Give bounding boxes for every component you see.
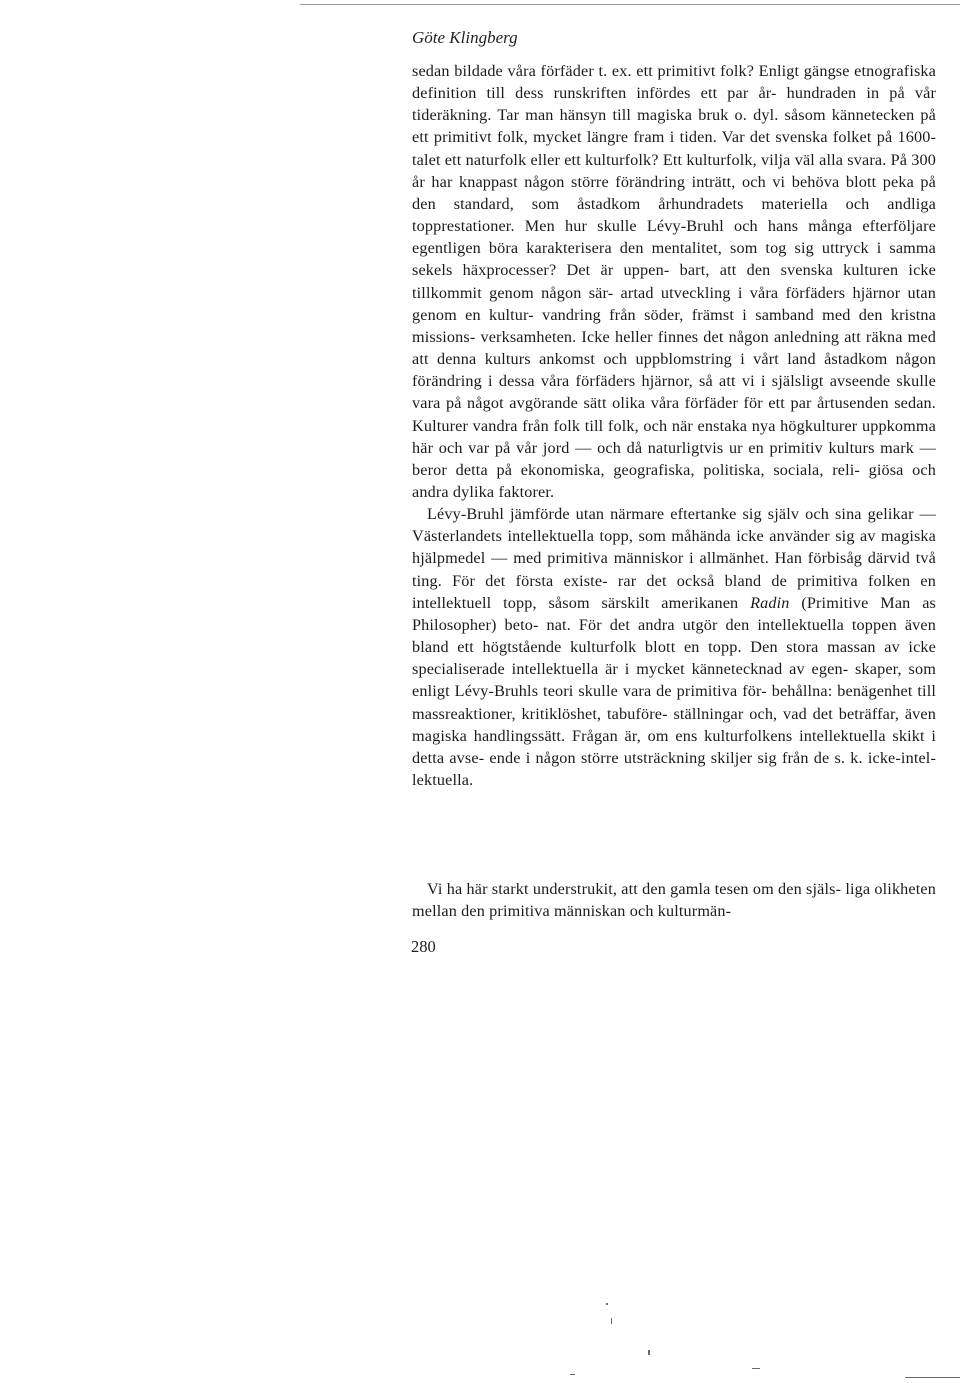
italic-name-radin: Radin xyxy=(750,593,790,612)
paragraph-2-part-b: (Primitive Man as Philosopher) beto- nat. För det andra utgör den intellektuella toppen även bland ett högtstående kulturfolk blott en topp. Den stora massan av icke specialiserade intellektuella är i mycket kännetecknad av egen- skaper, som enligt Lévy-Bruhls teori skulle vara de primitiva för- behållna: benägenhet till massreaktioner, kritiklöshet, tabuföre- ställningar och, vad det beträffar, även magiska handlingssätt. Frågan är, om ens kulturfolkens intellektuella skikt i detta avse- ende i någon större utsträckning skiljer sig från de s. k. icke-intel- lektuella. xyxy=(412,593,937,789)
body-text xyxy=(412,60,936,791)
paragraph-2 xyxy=(412,503,936,791)
scan-speck xyxy=(648,1350,650,1355)
scan-edge-line xyxy=(905,1377,960,1378)
running-header-author: Göte Klingberg xyxy=(412,28,518,47)
scan-speck xyxy=(570,1374,575,1375)
paragraph-3-block xyxy=(412,878,936,922)
paragraph-2-part-a: Lévy-Bruhl jämförde utan närmare eftertanke sig själv och sina gelikar — Västerlandets intellektuella topp, som måhända icke använder sig av magiska hjälpmedel — med primitiva människor i allmänhet. Han förbisåg därvid två ting. För det första existe- rar det också bland de primitiva folken en intellektuell topp, såsom särskilt amerikanen xyxy=(412,505,936,612)
scan-speck xyxy=(606,1303,608,1305)
page-number: 280 xyxy=(411,937,436,956)
scan-top-rule xyxy=(300,4,960,5)
paragraph-3: Vi ha här starkt understrukit, att den gamla tesen om den själs- liga olikheten mellan den primitiva människan och kulturmän- xyxy=(412,880,936,921)
paragraph-1: sedan bildade våra förfäder t. ex. ett primitivt folk? Enligt gängse etnografiska definition till dess runskriften infördes ett par år- hundraden in på vår tideräkning. Tar man hänsyn till magiska bruk o. dyl. såsom kännetecken på ett primitivt folk, mycket längre fram i tiden. Var det svenska folket på 1600-talet ett naturfolk eller ett kulturfolk? Ett kulturfolk, vilja väl alla svara. På 300 år har knappast någon större förändring inträtt, och vi behöva blott peka på den standard, som åstadkom århundradets materiella och andliga topprestationer. Men hur skulle Lévy-Bruhl och hans många efterföljare egentligen böra karakterisera den mentalitet, som tog sig uttryck i samma sekels häxprocesser? Det är uppen- bart, att den svenska kulturen icke tillkommit genom någon sär- artad utveckling i våra förfäders hjärnor utan genom en kultur- vandring från söder, främst i samband med den kristna missions- verksamheten. Icke heller finnes det någon anledning att räkna med att denna kulturs ankomst och uppblomstring i vårt land åstadkom någon förändring i dessa våra förfäders hjärnor, så att vi i själsligt avseende skulle vara på något avgörande sätt olika våra förfäder för ett par årtusenden sedan. Kulturer vandra från folk till folk, och när enstaka nya högkulturer uppkomma här och var på vår jord — och då naturligtvis ur en primitiv kulturs mark — beror detta på ekonomiska, geografiska, politiska, sociala, reli- giösa och andra dylika faktorer. xyxy=(412,62,936,501)
scan-speck xyxy=(611,1318,612,1324)
scan-speck xyxy=(752,1368,760,1369)
